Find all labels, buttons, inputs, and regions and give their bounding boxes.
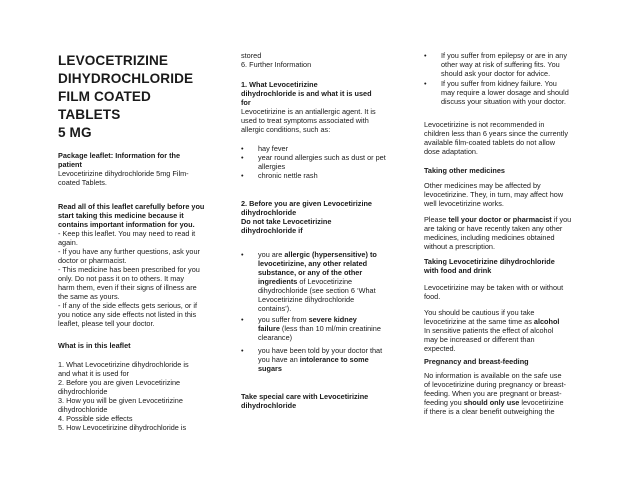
list-item-text: substance, or any of the other <box>258 268 363 277</box>
other-line-2: levocetirizine. They, in turn, may affect how <box>424 190 564 199</box>
list-item-text: Levocetirizine dihydrochloride <box>258 295 355 304</box>
pregnancy-heading: Pregnancy and breast-feeding <box>424 357 529 366</box>
sec2-heading-1: 2. Before you are given Levocetirizine <box>241 199 372 208</box>
children-line-3: available film-coated tablets do not allow <box>424 138 556 147</box>
pkg-text-1: Levocetirizine dihydrochloride 5mg Film- <box>58 169 189 178</box>
list-item-text: ingredients of Levocetirizine <box>258 277 353 286</box>
bullet-icon: • <box>241 144 244 153</box>
list-item-text: you suffer from severe kidney <box>258 315 357 324</box>
alcohol-line-3: In sensitive patients the effect of alcohol <box>424 326 554 335</box>
list-item-text: If you suffer from kidney failure. You <box>441 79 557 88</box>
side-line-3: leaflet, please tell your doctor. <box>58 319 155 328</box>
list-item-text: year round allergies such as dust or pet <box>258 153 386 162</box>
please-line-2: are taking or have recently taken any other <box>424 224 563 233</box>
keep-line-2: again. <box>58 238 78 247</box>
please-line-4: without a prescription. <box>424 242 495 251</box>
preg-line-4: feeding you should only use levocetirizine <box>424 398 564 407</box>
other-medicines-heading: Taking other medicines <box>424 166 505 175</box>
other-line-3: well levocetirizine works. <box>424 199 504 208</box>
pkg-text-2: coated Tablets. <box>58 178 107 187</box>
sec1-text-3: allergic conditions, such as: <box>241 125 331 134</box>
children-line-4: dose adaptation. <box>424 147 478 156</box>
sec1-heading-2: dihydrochloride is and what it is used <box>241 89 372 98</box>
not-take-line-1: Do not take Levocetirizine <box>241 217 332 226</box>
questions-line-2: doctor or pharmacist. <box>58 256 127 265</box>
list-item-text: you have been told by your doctor that <box>258 346 383 355</box>
sec2-heading-2: dihydrochloride <box>241 208 297 217</box>
not-take-line-2: dihydrochloride if <box>241 226 303 235</box>
read-line-1: Read all of this leaflet carefully before you <box>58 202 205 211</box>
preg-line-5: if there is a clear benefit outweighing the <box>424 407 555 416</box>
food-line-1: Levocetirizine may be taken with or without <box>424 283 564 292</box>
sec1-heading-3: for <box>241 98 251 107</box>
cont-line-1: stored <box>241 51 262 60</box>
questions-line-1: - If you have any further questions, ask your <box>58 247 200 256</box>
food-heading-1: Taking Levocetirizine dihydrochloride <box>424 257 555 266</box>
alcohol-line-4: may be increased or different than <box>424 335 535 344</box>
pkg-heading-1: Package leaflet: Information for the <box>58 151 181 160</box>
other-line-1: Other medicines may be affected by <box>424 181 541 190</box>
read-line-2: start taking this medicine because it <box>58 211 184 220</box>
list-item-text: failure (less than 10 ml/min creatinine <box>258 324 381 333</box>
preg-line-3: feeding. When you are pregnant or breast- <box>424 389 562 398</box>
alcohol-line-2: levocetirizine at the same time as alcohol <box>424 317 560 326</box>
toc-line-7: 4. Possible side effects <box>58 414 133 423</box>
children-line-1: Levocetirizine is not recommended in <box>424 120 545 129</box>
toc-line-6: dihydrochloride <box>58 405 108 414</box>
bullet-icon: • <box>241 250 244 259</box>
toc-line-3: 2. Before you are given Levocetirizine <box>58 378 181 387</box>
list-item-text: levocetirizine, any other related <box>258 259 368 268</box>
prescribed-line-1: - This medicine has been prescribed for you <box>58 265 200 274</box>
what-heading: What is in this leaflet <box>58 341 131 350</box>
list-item-text: discuss your situation with your doctor. <box>441 97 566 106</box>
title-line-1: LEVOCETRIZINE <box>58 53 169 68</box>
preg-line-2: of levocetirizine during pregnancy or breast- <box>424 380 566 389</box>
list-item-text: If you suffer from epilepsy or are in any <box>441 51 567 60</box>
prescribed-line-2: only. Do not pass it on to others. It may <box>58 274 184 283</box>
alcohol-line-1: You should be cautious if you take <box>424 308 535 317</box>
bullet-icon: • <box>241 171 244 180</box>
list-item-text: contains’). <box>258 304 292 313</box>
please-line-3: medicines, including medicines obtained <box>424 233 555 242</box>
list-item-text: other way at risk of suffering fits. You <box>441 60 560 69</box>
toc-line-2: and what it is used for <box>58 369 129 378</box>
prescribed-line-3: harm them, even if their signs of illness are <box>58 283 197 292</box>
prescribed-line-4: the same as yours. <box>58 292 120 301</box>
alcohol-line-5: expected. <box>424 344 456 353</box>
toc-line-5: 3. How you will be given Levocetirizine <box>58 396 183 405</box>
bullet-icon: • <box>241 315 244 324</box>
bullet-icon: • <box>241 153 244 162</box>
sec1-text-2: used to treat symptoms associated with <box>241 116 369 125</box>
list-item-text: you have an intolerance to some <box>258 355 369 364</box>
cont-line-2: 6. Further Information <box>241 60 312 69</box>
title-line-2: DIHYDROCHLORIDE <box>58 71 194 86</box>
special-care-line-2: dihydrochloride <box>241 401 297 410</box>
toc-line-8: 5. How Levocetirizine dihydrochloride is <box>58 423 187 432</box>
food-heading-2: with food and drink <box>424 266 492 275</box>
food-line-2: food. <box>424 292 441 301</box>
list-item-text: should ask your doctor for advice. <box>441 69 551 78</box>
toc-line-4: dihydrochloride <box>58 387 108 396</box>
list-item-text: may require a lower dosage and should <box>441 88 569 97</box>
sec1-text-1: Levocetirizine is an antiallergic agent. It is <box>241 107 376 116</box>
list-item-text: dihydrochloride (see section 6 ‘What <box>258 286 376 295</box>
list-item-text: sugars <box>258 364 282 373</box>
sec1-heading-1: 1. What Levocetirizine <box>241 80 318 89</box>
pkg-heading-2: patient <box>58 160 82 169</box>
list-item-text: clearance) <box>258 333 293 342</box>
list-item-text: chronic nettle rash <box>258 171 318 180</box>
bullet-icon: • <box>424 79 427 88</box>
please-line-1: Please tell your doctor or pharmacist if you <box>424 215 572 224</box>
special-care-line-1: Take special care with Levocetirizine <box>241 392 369 401</box>
side-line-2: you notice any side effects not listed in this <box>58 310 197 319</box>
title-line-5: 5 MG <box>58 125 92 140</box>
list-item-text: allergies <box>258 162 286 171</box>
side-line-1: - If any of the side effects gets serious, or if <box>58 301 197 310</box>
read-line-3: contains important information for you. <box>58 220 195 229</box>
preg-line-1: No information is available on the safe use <box>424 371 562 380</box>
title-line-4: TABLETS <box>58 107 121 122</box>
list-item-text: hay fever <box>258 144 289 153</box>
list-item-text: you are allergic (hypersensitive) to <box>258 250 377 259</box>
bullet-icon: • <box>424 51 427 60</box>
children-line-2: children less than 6 years since the currently <box>424 129 568 138</box>
bullet-icon: • <box>241 346 244 355</box>
toc-line-1: 1. What Levocetirizine dihydrochloride is <box>58 360 189 369</box>
title-line-3: FILM COATED <box>58 89 151 104</box>
keep-line-1: - Keep this leaflet. You may need to read it <box>58 229 196 238</box>
